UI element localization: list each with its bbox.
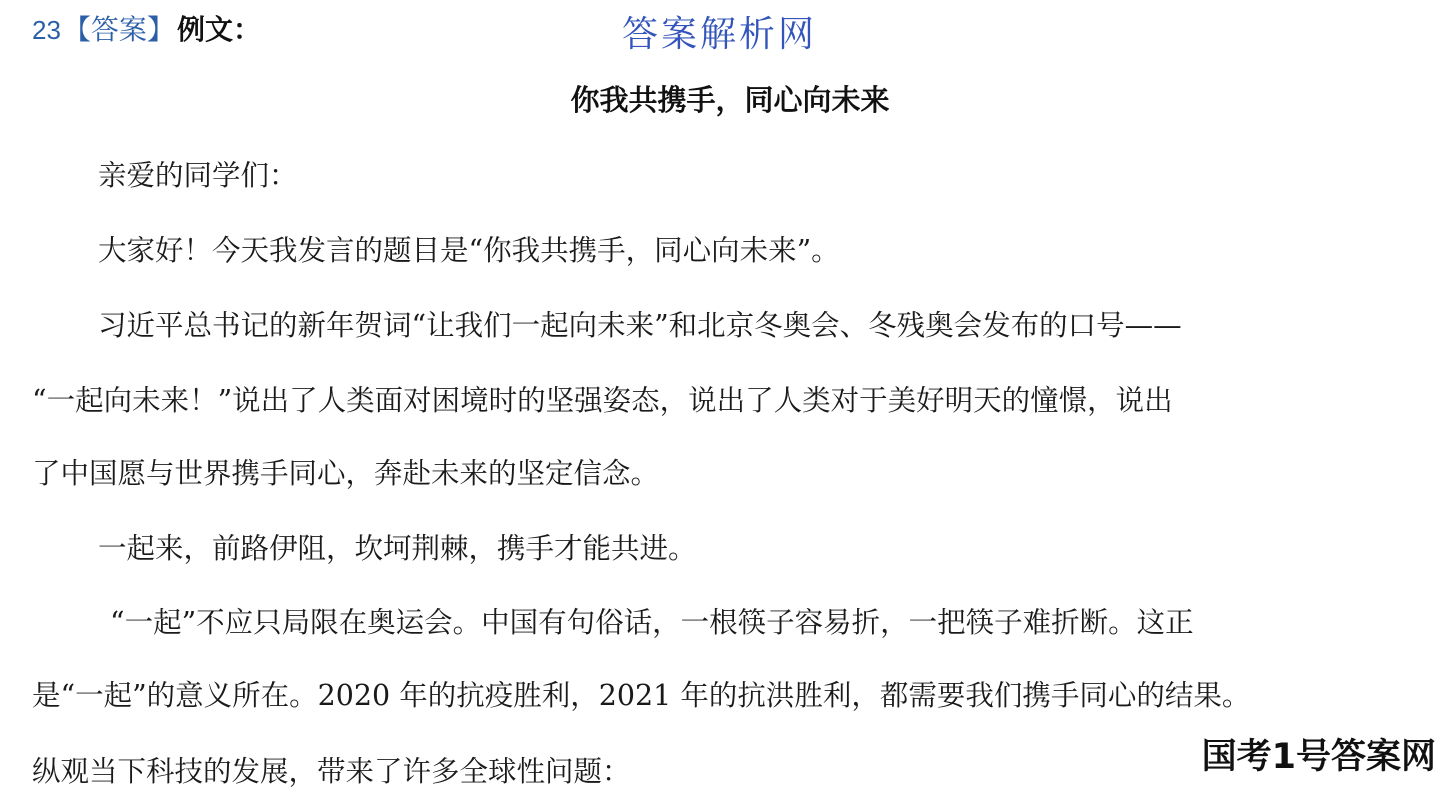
paragraph-4: 一起来，前路伊阻，坎坷荆棘，携手才能共进。 [98, 532, 697, 565]
answer-tag: 【答案】 [62, 13, 175, 46]
paragraph-intro: 大家好！今天我发言的题目是“你我共携手，同心向未来”。 [98, 234, 840, 267]
paragraph-3-line-2: “一起向未来！”说出了人类面对困境时的坚强姿态，说出了人类对于美好明天的憧憬，说出 [32, 384, 1173, 417]
watermark-top: 答案解析网 [622, 14, 818, 55]
paragraph-5-line-2: 是“一起”的意义所在。2020 年的抗疫胜利，2021 年的抗洪胜利，都需要我们携手同心的结果。 [32, 679, 1251, 712]
salutation: 亲爱的同学们： [98, 159, 298, 192]
example-label: 例文： [176, 13, 261, 46]
paragraph-5-line-3: 纵观当下科技的发展，带来了许多全球性问题： [32, 755, 631, 788]
paragraph-3-line-1: 习近平总书记的新年贺词“让我们一起向未来”和北京冬奥会、冬残奥会发布的口号—— [98, 309, 1182, 342]
watermark-bottom: 国考1号答案网 [1201, 737, 1436, 777]
question-header [32, 8, 261, 48]
paragraph-3-line-3: 了中国愿与世界携手同心，奔赴未来的坚定信念。 [32, 457, 660, 490]
essay-title: 你我共携手，同心向未来 [570, 83, 890, 117]
question-number: 23 [32, 15, 61, 45]
paragraph-5-line-1: “一起”不应只局限在奥运会。中国有句俗话，一根筷子容易折，一把筷子难折断。这正 [110, 606, 1194, 639]
